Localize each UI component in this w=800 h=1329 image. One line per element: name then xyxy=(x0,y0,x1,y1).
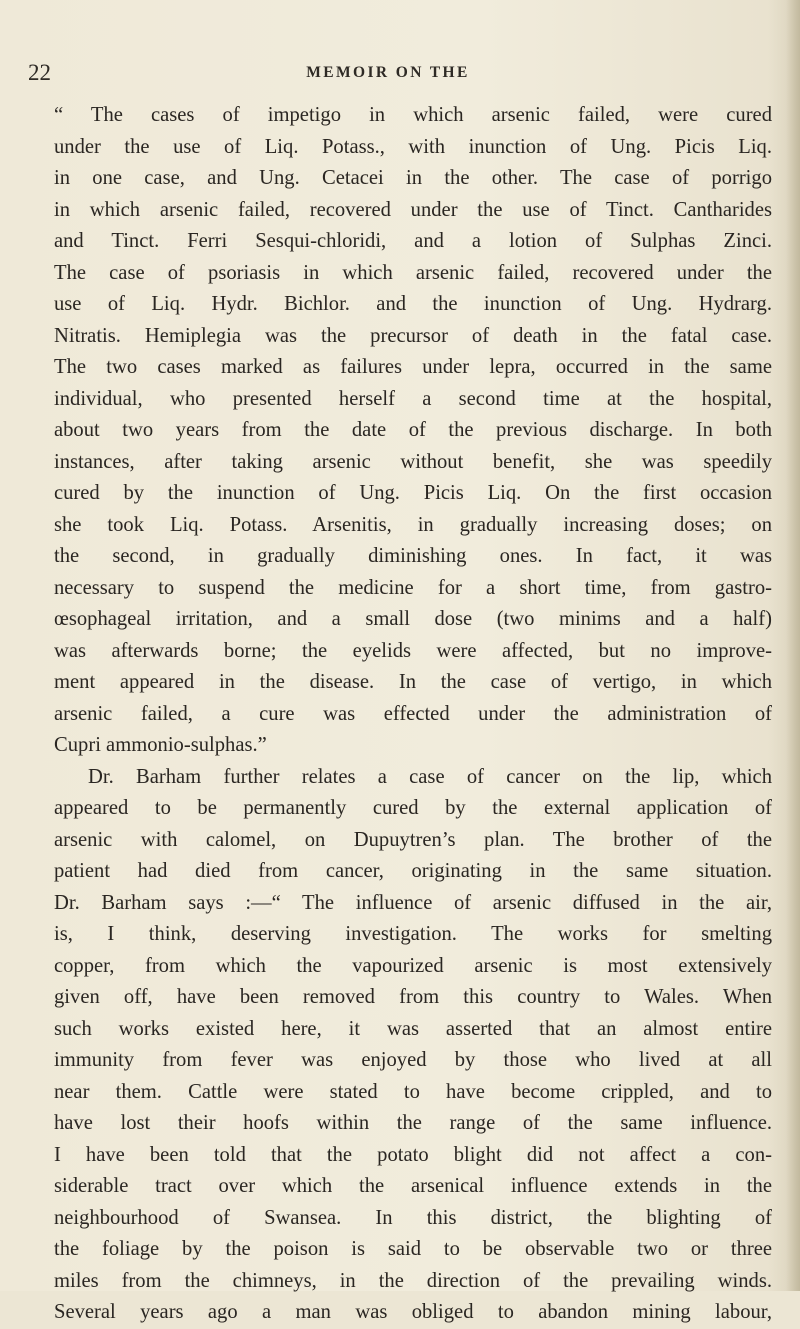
page-number: 22 xyxy=(28,60,51,85)
text-line: appeared to be permanently cured by the external application of xyxy=(54,797,772,819)
text-line: she took Liq. Potass. Arsenitis, in gradually increasing doses; on xyxy=(54,513,772,536)
text-line: under the use of Liq. Potass., with inunction of Ung. Picis Liq. xyxy=(54,135,772,158)
text-line: Cupri ammonio-sulphas.” xyxy=(54,734,267,756)
text-line: I have been told that the potato blight did not affect a con- xyxy=(54,1143,772,1166)
text-line: such works existed here, it was asserted that an almost entire xyxy=(54,1017,772,1040)
text-line: miles from the chimneys, in the direction of the prevailing winds. xyxy=(54,1269,772,1292)
text-line: ment appeared in the disease. In the case of vertigo, in which xyxy=(54,671,772,693)
text-line: instances, after taking arsenic without benefit, she was speedily xyxy=(54,450,772,473)
text-line: given off, have been removed from this country to Wales. When xyxy=(54,986,772,1008)
text-line: Dr. Barham says :—“ The influence of arsenic diffused in the air, xyxy=(54,891,772,914)
text-line: is, I think, deserving investigation. The works for smelting xyxy=(54,923,772,945)
running-head: MEMOIR ON THE xyxy=(306,64,470,81)
text-line: about two years from the date of the previous discharge. In both xyxy=(54,419,772,441)
text-line: use of Liq. Hydr. Bichlor. and the inunction of Ung. Hydrarg. xyxy=(54,293,772,315)
text-line: arsenic failed, a cure was effected under the administration of xyxy=(54,702,772,725)
text-line: “ The cases of impetigo in which arsenic failed, were cured xyxy=(54,104,772,126)
body-text xyxy=(54,100,772,1329)
text-line: Nitratis. Hemiplegia was the precursor of death in the fatal case. xyxy=(54,324,772,347)
text-line: cured by the inunction of Ung. Picis Liq. On the first occasion xyxy=(54,482,772,504)
text-line: in one case, and Ung. Cetacei in the other. The case of porrigo xyxy=(54,167,772,189)
text-line: the foliage by the poison is said to be observable two or three xyxy=(54,1238,772,1260)
text-line: immunity from fever was enjoyed by those who lived at all xyxy=(54,1049,772,1071)
text-line: The case of psoriasis in which arsenic failed, recovered under the xyxy=(54,261,772,284)
text-line: the second, in gradually diminishing ones. In fact, it was xyxy=(54,545,772,567)
text-line: siderable tract over which the arsenical influence extends in the xyxy=(54,1175,772,1197)
page-header xyxy=(28,58,748,88)
text-line: Several years ago a man was obliged to abandon mining labour, xyxy=(54,1301,772,1323)
text-line: in which arsenic failed, recovered under the use of Tinct. Cantharides xyxy=(54,198,772,221)
text-line: necessary to suspend the medicine for a short time, from gastro- xyxy=(54,576,772,599)
text-line: arsenic with calomel, on Dupuytren’s plan. The brother of the xyxy=(54,828,772,851)
text-line: The two cases marked as failures under lepra, occurred in the same xyxy=(54,356,772,378)
text-line: individual, who presented herself a second time at the hospital, xyxy=(54,387,772,410)
page-edge-shadow xyxy=(786,0,800,1291)
text-line: have lost their hoofs within the range of the same influence. xyxy=(54,1112,772,1134)
text-line: and Tinct. Ferri Sesqui-chloridi, and a lotion of Sulphas Zinci. xyxy=(54,230,772,252)
text-line: near them. Cattle were stated to have become crippled, and to xyxy=(54,1080,772,1103)
text-line: Dr. Barham further relates a case of cancer on the lip, which xyxy=(88,765,772,788)
text-line: was afterwards borne; the eyelids were affected, but no improve- xyxy=(54,639,772,662)
text-line: neighbourhood of Swansea. In this district, the blighting of xyxy=(54,1206,772,1229)
text-line: copper, from which the vapourized arsenic is most extensively xyxy=(54,954,772,977)
text-line: œsophageal irritation, and a small dose (two minims and a half) xyxy=(54,608,772,630)
text-line: patient had died from cancer, originating in the same situation. xyxy=(54,860,772,882)
